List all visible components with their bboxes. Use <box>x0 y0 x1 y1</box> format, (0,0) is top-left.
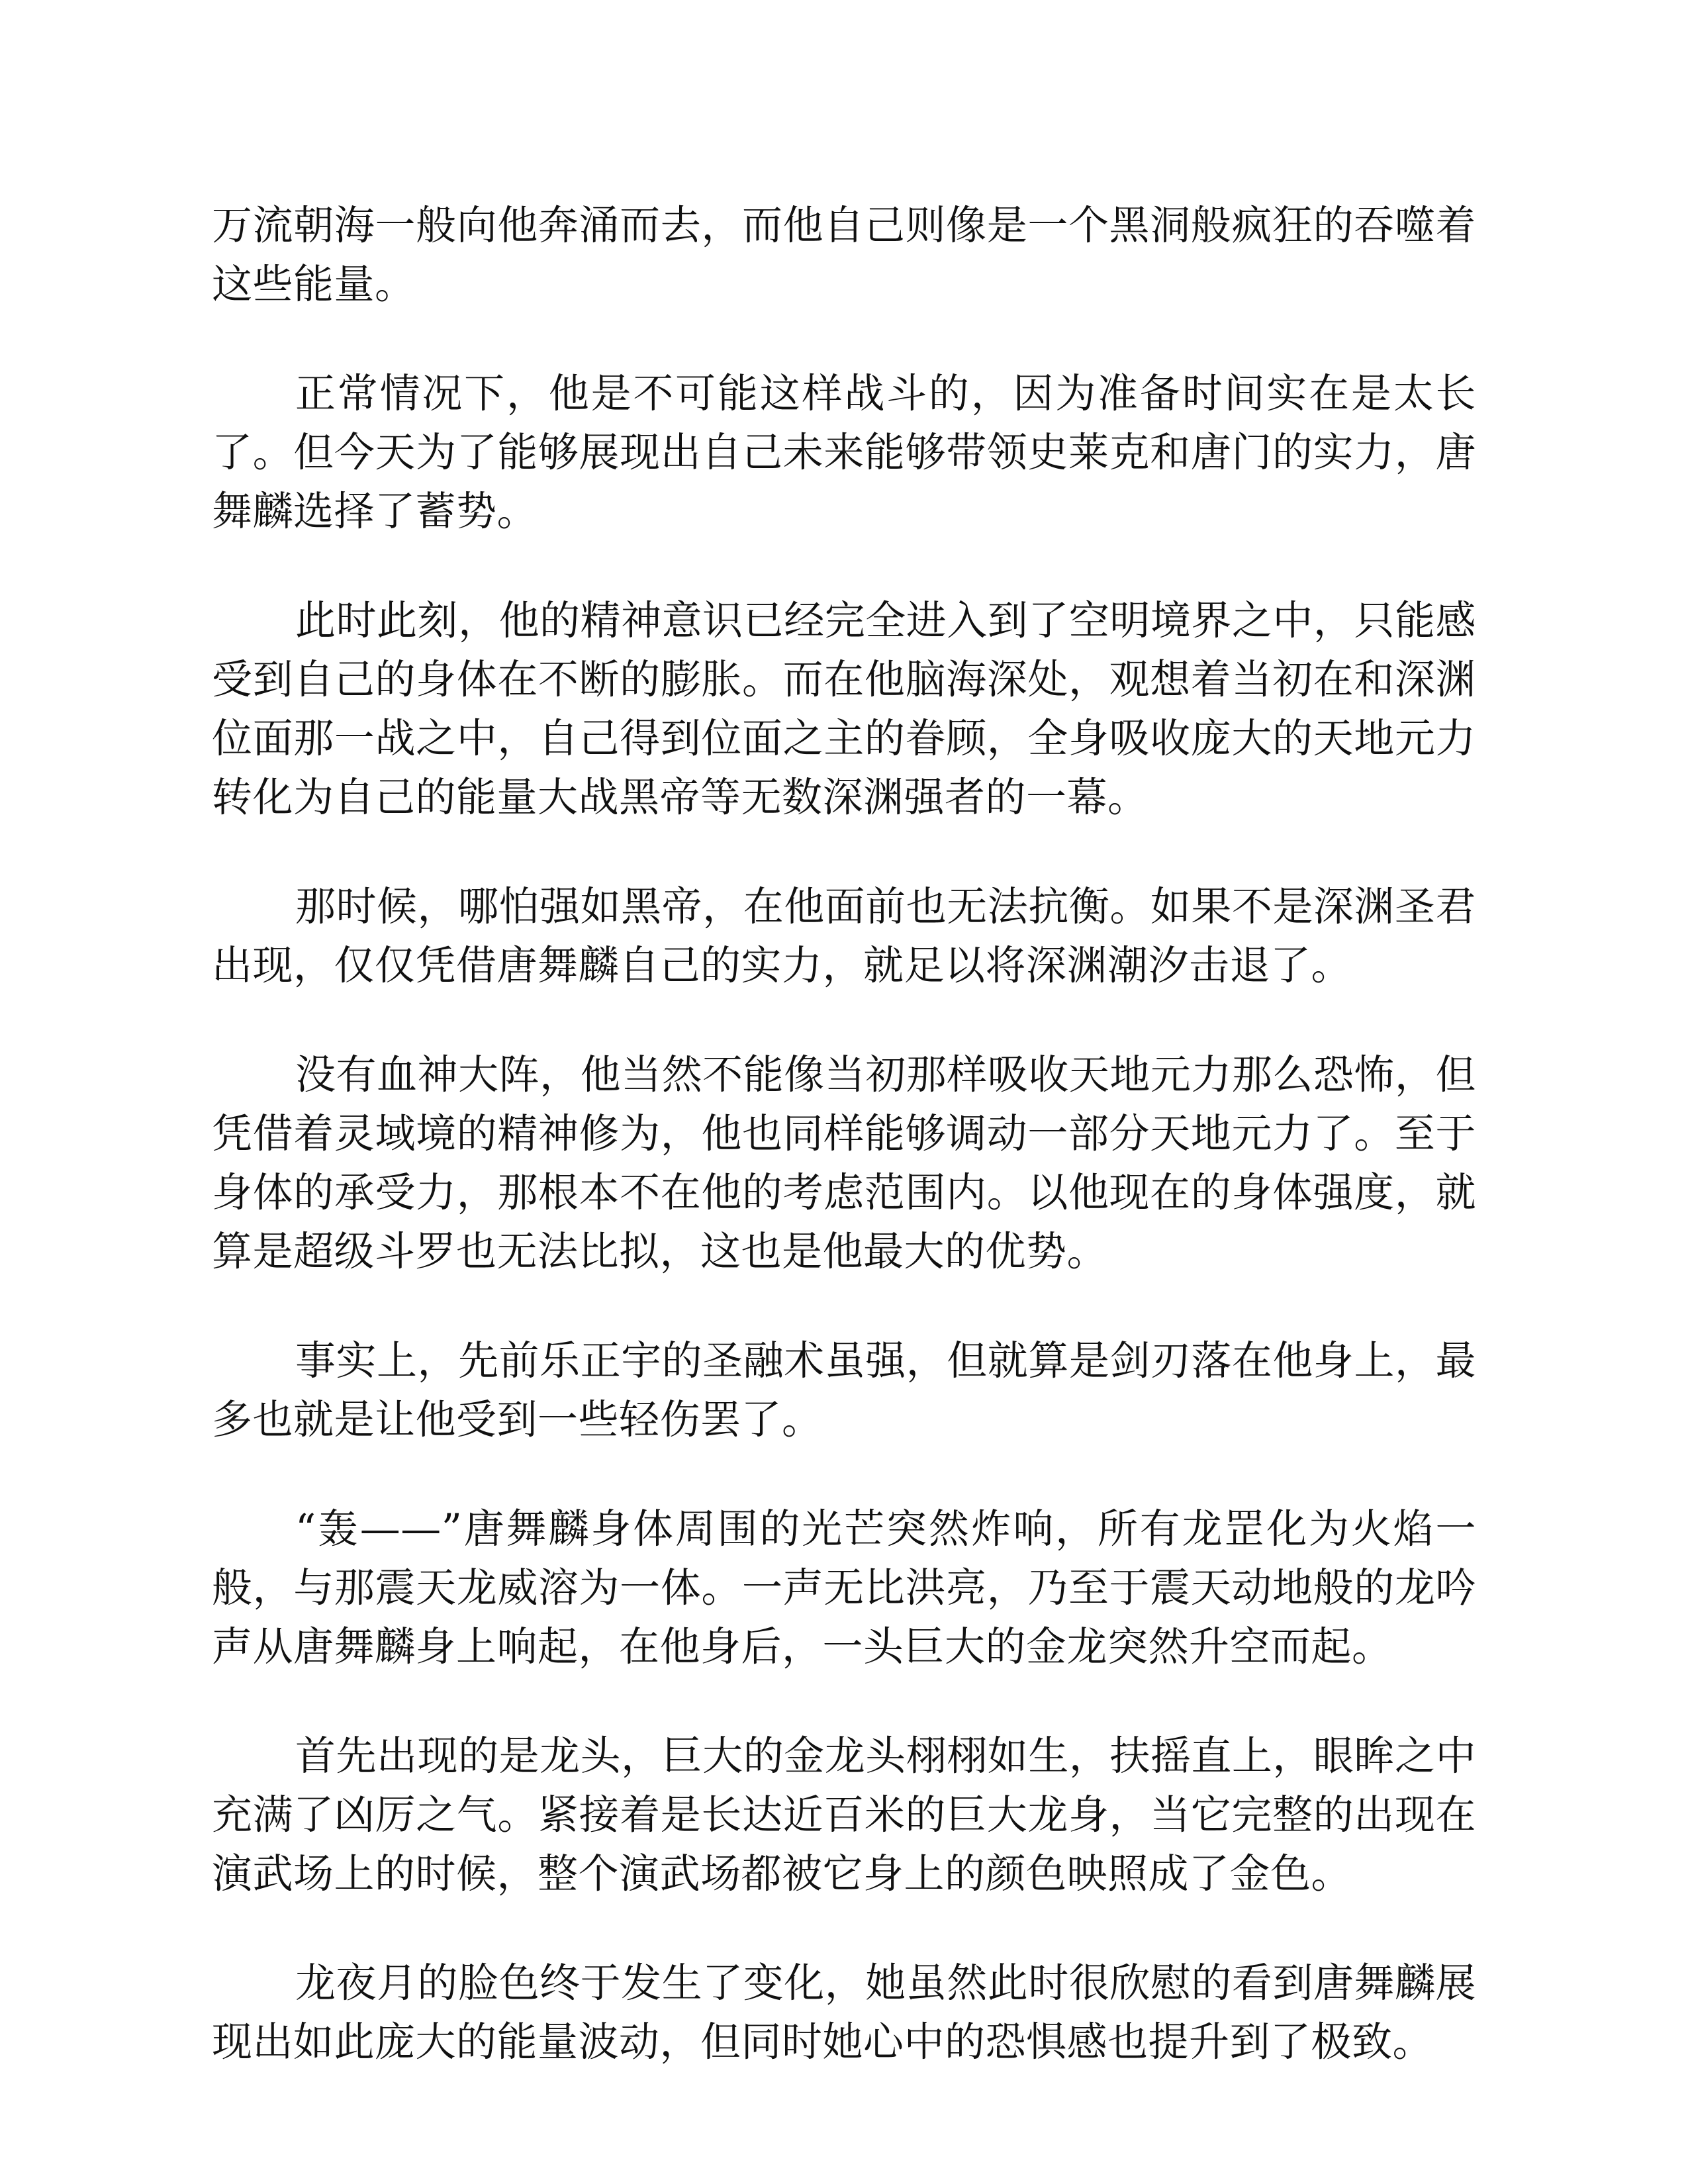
paragraph-1: 万流朝海一般向他奔涌而去，而他自己则像是一个黑洞般疯狂的吞噬着这些能量。 <box>212 202 1476 308</box>
paragraph-6: 事实上，先前乐正宇的圣融术虽强，但就算是剑刃落在他身上，最多也就是让他受到一些轻伤罢了。 <box>212 1337 1476 1443</box>
paragraph-7: “轰——”唐舞麟身体周围的光芒突然炸响，所有龙罡化为火焰一般，与那震天龙威溶为一体。一声无比洪亮，乃至于震天动地般的龙吟声从唐舞麟身上响起，在他身后，一头巨大的金龙突然升空而起。 <box>212 1505 1476 1670</box>
paragraph-2: 正常情况下，他是不可能这样战斗的，因为准备时间实在是太长了。但今天为了能够展现出自己未来能够带领史莱克和唐门的实力，唐舞麟选择了蓄势。 <box>212 370 1476 535</box>
paragraph-4: 那时候，哪怕强如黑帝，在他面前也无法抗衡。如果不是深渊圣君出现，仅仅凭借唐舞麟自己的实力，就足以将深渊潮汐击退了。 <box>212 883 1476 989</box>
paragraph-5: 没有血神大阵，他当然不能像当初那样吸收天地元力那么恐怖，但凭借着灵域境的精神修为，他也同样能够调动一部分天地元力了。至于身体的承受力，那根本不在他的考虑范围内。以他现在的身体强度，就算是超级斗罗也无法比拟，这也是他最大的优势。 <box>212 1051 1476 1275</box>
paragraph-9: 龙夜月的脸色终于发生了变化，她虽然此时很欣慰的看到唐舞麟展现出如此庞大的能量波动，但同时她心中的恐惧感也提升到了极致。 <box>212 1960 1476 2065</box>
paragraph-3: 此时此刻，他的精神意识已经完全进入到了空明境界之中，只能感受到自己的身体在不断的膨胀。而在他脑海深处，观想着当初在和深渊位面那一战之中，自己得到位面之主的眷顾，全身吸收庞大的天地元力转化为自己的能量大战黑帝等无数深渊强者的一幕。 <box>212 597 1476 821</box>
paragraph-8: 首先出现的是龙头，巨大的金龙头栩栩如生，扶摇直上，眼眸之中充满了凶厉之气。紧接着是长达近百米的巨大龙身，当它完整的出现在演武场上的时候，整个演武场都被它身上的颜色映照成了金色。 <box>212 1733 1476 1897</box>
document-page <box>212 196 1476 2122</box>
